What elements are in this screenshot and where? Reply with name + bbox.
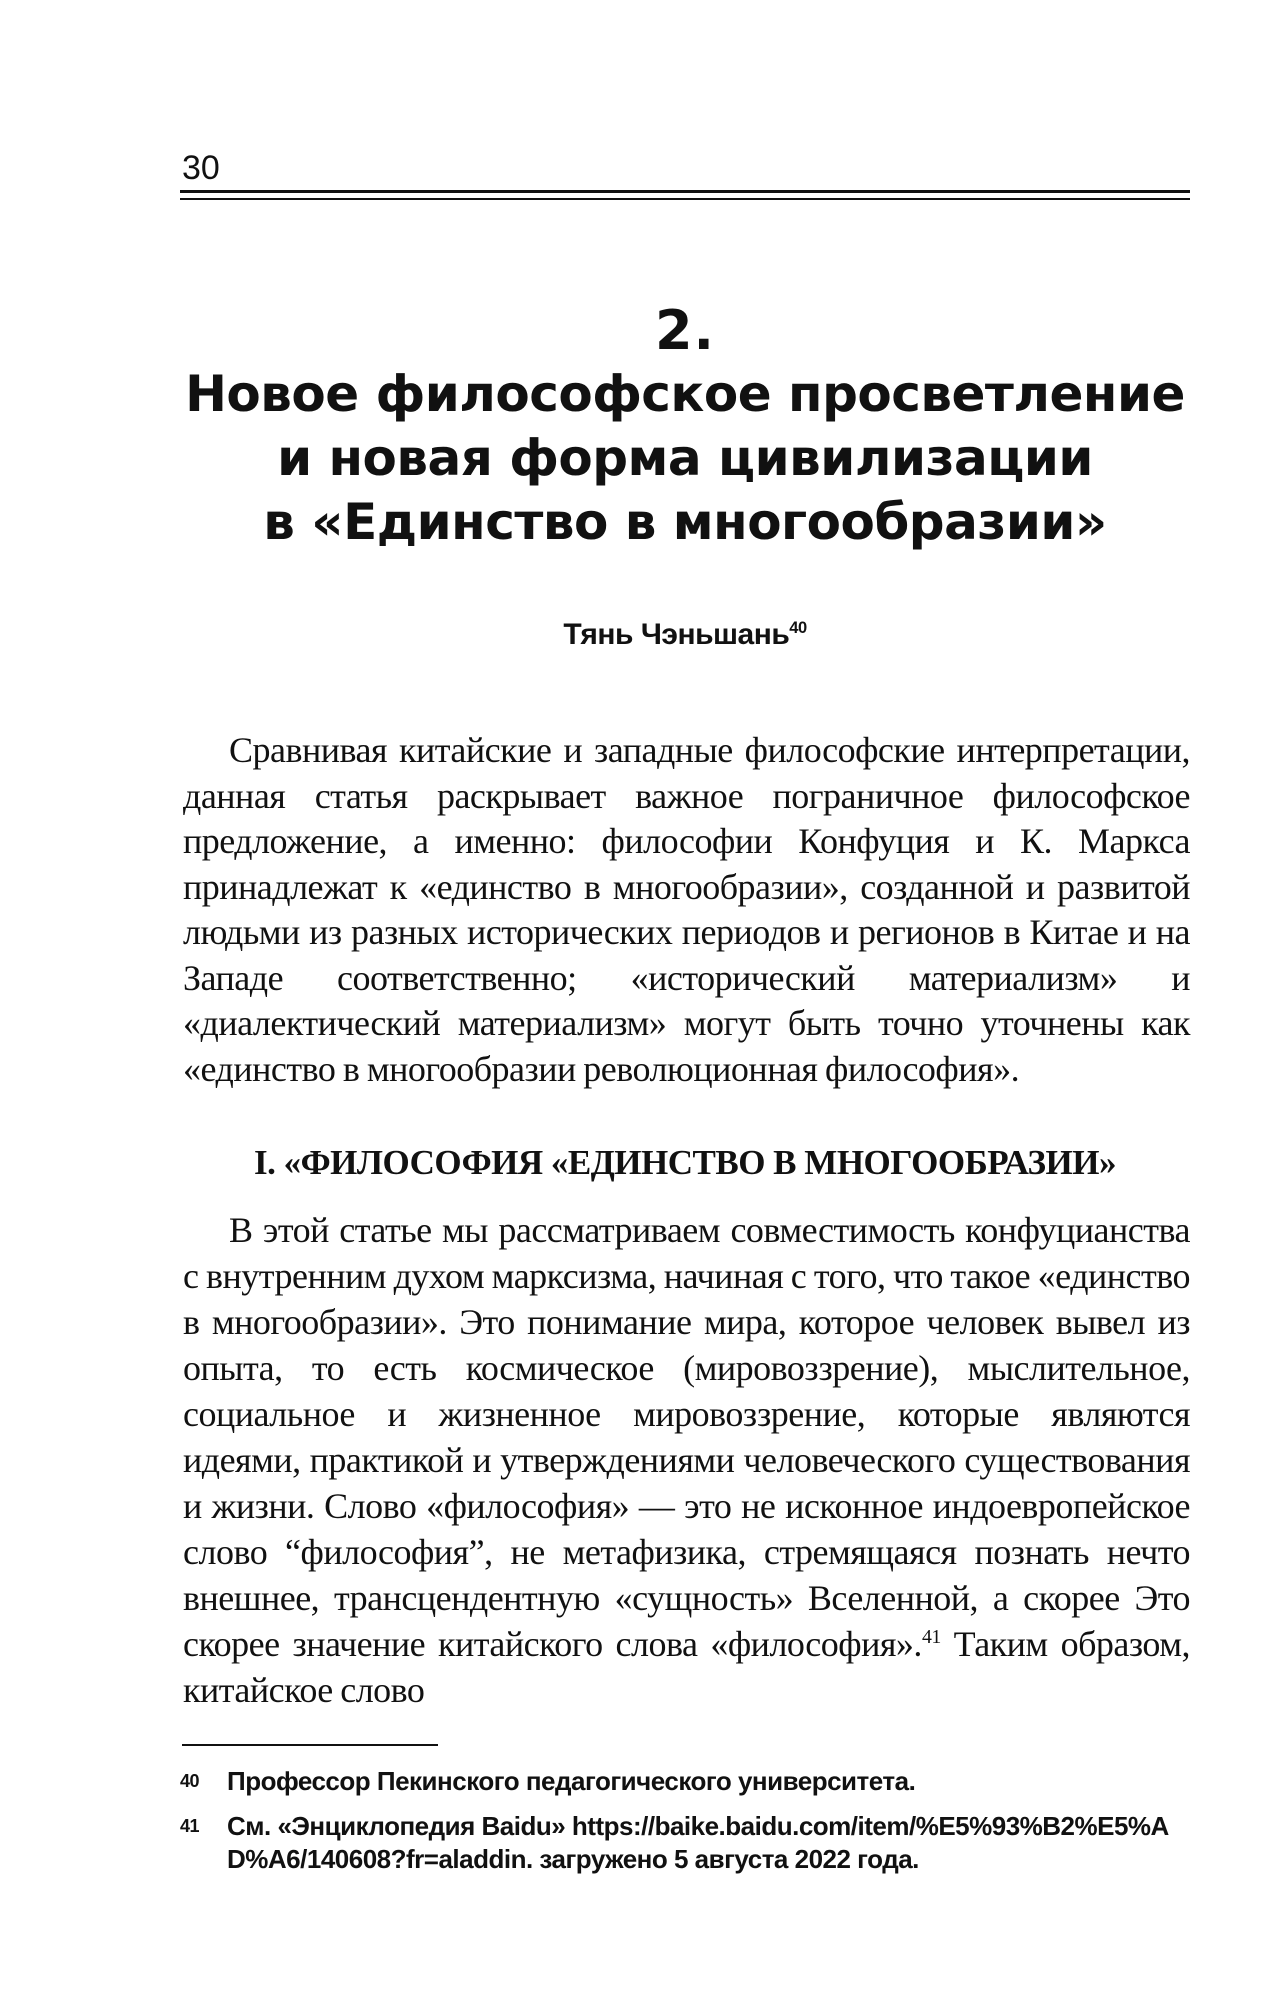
article-abstract — [183, 728, 1190, 1092]
body-text-part-1: В этой статье мы рассматриваем совместимость конфуцианства с внутренним духом марксизма, начиная с того, что такое «единство в многообразии». Это понимание мира, которое человек вывел из опыта, то есть космическое (мировоззрение), мыслительное, социальное и жизненное мировоззрение, которые являются идеями, практикой и утверждениями человеческого существования и жизни. Слово «философия» — это не исконное индоевропейское слово “философия”, не метафизика, стремящаяся познать нечто внешнее, трансцендентную «сущность» Вселенной, а скорее Это скорее значение китайского слова «философия». — [183, 1210, 1190, 1664]
body-footnote-ref: 41 — [921, 1626, 941, 1648]
footnote-number: 40 — [180, 1771, 200, 1791]
footnote-text: См. «Энциклопедия Baidu» https://baike.baidu.com/item/%E5%93%B2%E5%AD%A6/140608?fr=aladdin. загружено 5 августа 2022 года. — [227, 1811, 1169, 1874]
article-author — [150, 615, 1220, 655]
abstract-text: Сравнивая китайские и западные философские интерпретации, данная статья раскрывает важное пограничное философское предложение, а именно: философии Конфуция и К. Маркса принадлежат к «единство в многообразии», созданной и развитой людьми из разных исторических периодов и регионов в Китае и на Западе соответственно; «исторический материализм» и «диалектический материализм» могут быть точно уточнены как «единство в многообразии революционная философия». — [183, 730, 1190, 1089]
footnote-number: 41 — [180, 1816, 200, 1836]
header-rule-thin — [180, 198, 1190, 200]
footnote-text: Профессор Пекинского педагогического университета. — [227, 1766, 916, 1796]
section-heading: I. «ФИЛОСОФИЯ «ЕДИНСТВО В МНОГООБРАЗИИ» — [254, 1143, 1116, 1182]
article-title-line-1: Новое философское просветление — [185, 365, 1185, 423]
article-title-block — [150, 300, 1220, 554]
footnote-40 — [180, 1765, 1190, 1798]
footnote-41 — [180, 1810, 1190, 1876]
article-number: 2. — [654, 299, 716, 362]
header-rule-thick — [180, 190, 1190, 193]
body-text-part-2: Таким образом, китайское слово — [183, 1624, 1190, 1710]
footnote-separator — [182, 1744, 438, 1746]
author-name: Тянь Чэньшань — [563, 618, 790, 651]
author-footnote-ref: 40 — [789, 619, 807, 637]
article-title-line-2: и новая форма цивилизации — [277, 429, 1093, 487]
article-title — [150, 362, 1220, 554]
page-number: 30 — [182, 149, 220, 187]
article-title-line-3: в «Единство в многообразии» — [263, 493, 1107, 551]
section-body-paragraph — [183, 1207, 1190, 1713]
